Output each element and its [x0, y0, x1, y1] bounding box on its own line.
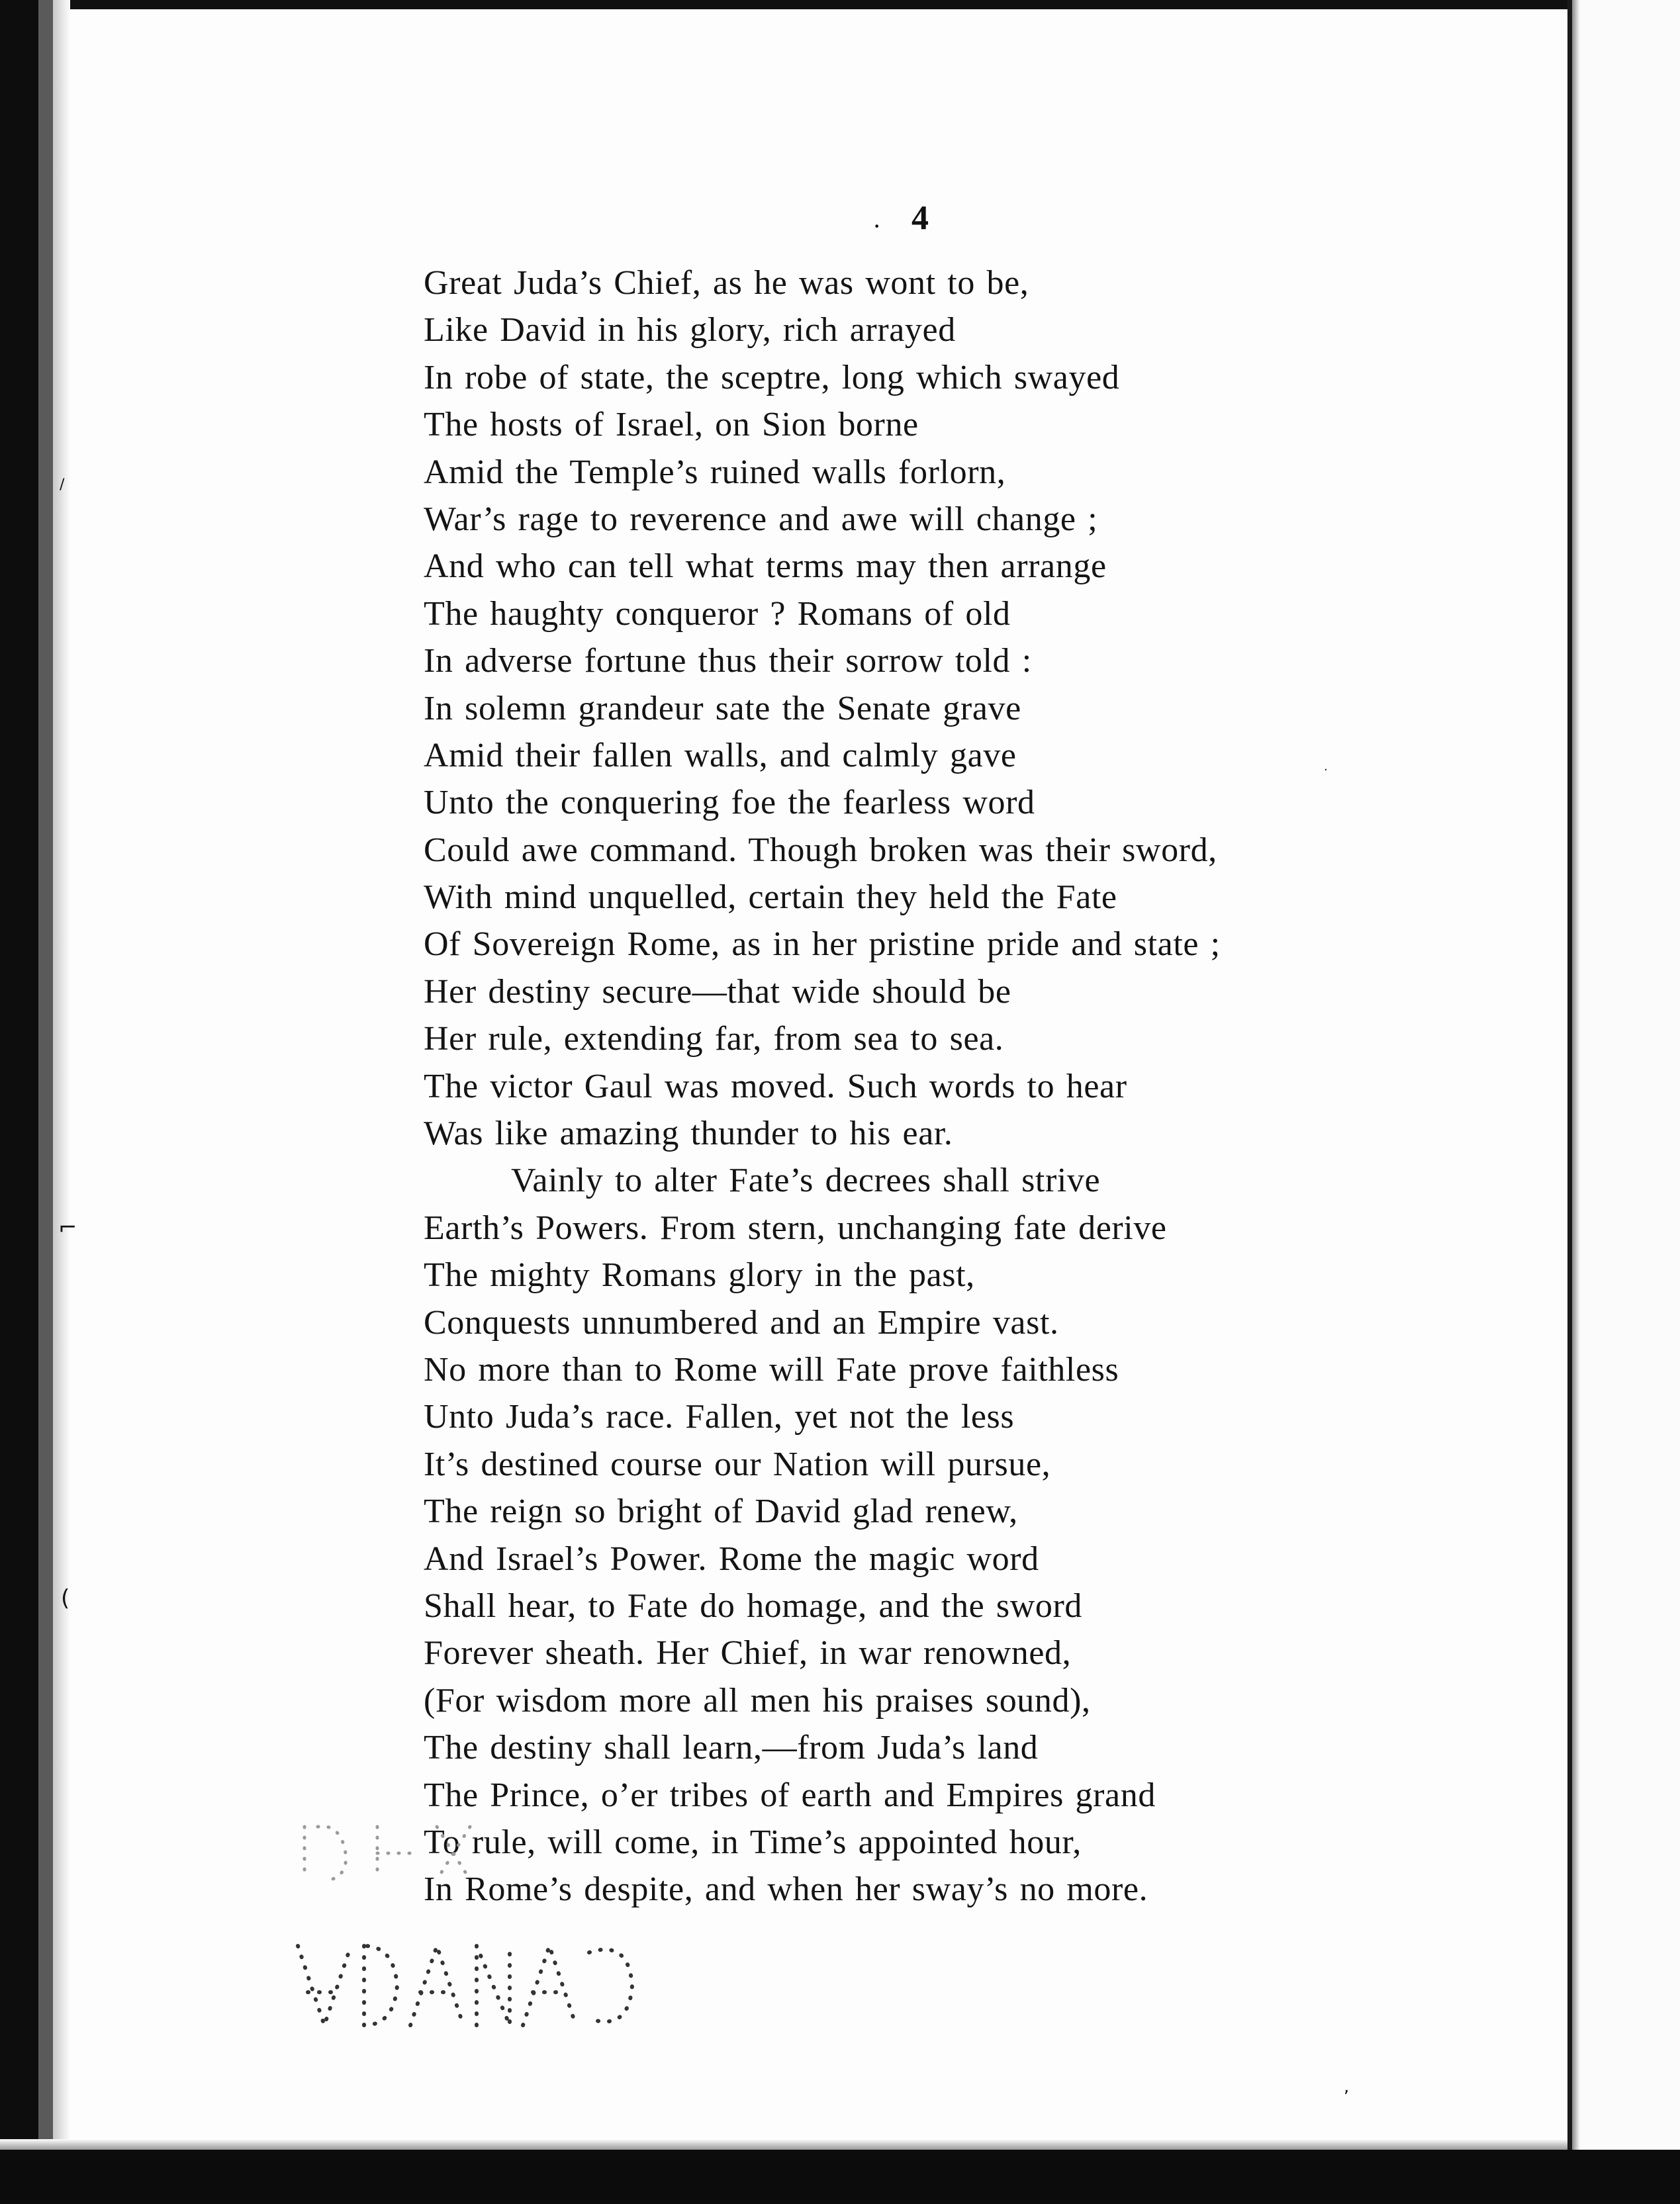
- poem-line: Vainly to alter Fate’s decrees shall strive: [511, 1162, 1101, 1200]
- poem-line: Of Sovereign Rome, as in her pristine pride and state ;: [424, 925, 1221, 964]
- stamp-text: CANADA: [278, 1787, 281, 1788]
- poem-line: Like David in his glory, rich arrayed: [424, 311, 956, 349]
- poem-line: Could awe command. Though broken was their sword,: [424, 831, 1217, 869]
- page-fold-shade: [1572, 0, 1580, 2150]
- poem-text: [424, 259, 1456, 1913]
- page-speck: .: [1324, 760, 1328, 774]
- scan-top-border: [0, 0, 1680, 9]
- poem-line: Unto the conquering foe the fearless word: [424, 784, 1035, 822]
- margin-artifact: ⌐: [58, 1215, 77, 1241]
- poem-line: Was like amazing thunder to his ear.: [424, 1115, 953, 1153]
- poem-line: It’s destined course our Nation will pursue,: [424, 1445, 1051, 1483]
- margin-artifact: (: [61, 1585, 70, 1612]
- margin-artifact: /: [60, 477, 65, 493]
- poem-line: Amid the Temple’s ruined walls forlorn,: [424, 453, 1006, 491]
- page-speck: ,: [1344, 2077, 1350, 2097]
- poem-line: Conquests unnumbered and an Empire vast.: [424, 1303, 1059, 1342]
- scan-left-fade: [53, 0, 70, 2204]
- poem-line: The mighty Romans glory in the past,: [424, 1256, 975, 1295]
- poem-line: With mind unquelled, certain they held the Fate: [424, 878, 1117, 917]
- poem-line: Forever sheath. Her Chief, in war renowned,: [424, 1634, 1072, 1673]
- scan-left-border: [0, 0, 38, 2204]
- page-speck: .: [894, 0, 898, 13]
- poem-line: The haughty conqueror ? Romans of old: [424, 594, 1011, 633]
- poem-line: No more than to Rome will Fate prove faithless: [424, 1350, 1119, 1389]
- poem-line: In solemn grandeur sate the Senate grave: [424, 689, 1021, 727]
- poem-line: And Israel’s Power. Rome the magic word: [424, 1539, 1039, 1578]
- poem-line: Amid their fallen walls, and calmly gave: [424, 736, 1017, 774]
- poem-line: In Rome’s despite, and when her sway’s no more.: [424, 1870, 1148, 1909]
- poem-line: (For wisdom more all men his praises sound),: [424, 1681, 1091, 1720]
- page-fold-line: [1567, 0, 1572, 2150]
- poem-line: And who can tell what terms may then arrange: [424, 547, 1107, 586]
- poem-line: Great Juda’s Chief, as he was wont to be,: [424, 264, 1029, 302]
- poem-line: The destiny shall learn,—from Juda’s land: [424, 1729, 1039, 1767]
- poem-line: Her rule, extending far, from sea to sea.: [424, 1020, 1004, 1058]
- poem-line: Her destiny secure—that wide should be: [424, 972, 1011, 1011]
- scan-bottom-border: [0, 2150, 1680, 2204]
- scan-bottom-fade: [0, 2139, 1680, 2150]
- poem-line: In adverse fortune thus their sorrow told :: [424, 642, 1032, 680]
- page-number-dot: ·: [872, 211, 882, 241]
- page-number: 4: [911, 199, 929, 237]
- poem-line: Unto Juda’s race. Fallen, yet not the less: [424, 1398, 1015, 1436]
- poem-line: The Prince, o’er tribes of earth and Empires grand: [424, 1776, 1156, 1814]
- poem-line: Earth’s Powers. From stern, unchanging fate derive: [424, 1209, 1167, 1247]
- facing-page-edge: [1580, 0, 1680, 2150]
- scan-left-shadow: [38, 0, 53, 2204]
- poem-line: Shall hear, to Fate do homage, and the sword: [424, 1586, 1082, 1625]
- poem-line: The victor Gaul was moved. Such words to hear: [424, 1067, 1127, 1105]
- poem-line: The reign so bright of David glad renew,: [424, 1492, 1018, 1531]
- poem-line: The hosts of Israel, on Sion borne: [424, 406, 919, 444]
- poem-line: To rule, will come, in Time’s appointed hour,: [424, 1823, 1082, 1861]
- perforated-stamp: [278, 1787, 649, 2065]
- poem-line: War’s rage to reverence and awe will change ;: [424, 500, 1098, 538]
- poem-line: In robe of state, the sceptre, long which swayed: [424, 358, 1120, 396]
